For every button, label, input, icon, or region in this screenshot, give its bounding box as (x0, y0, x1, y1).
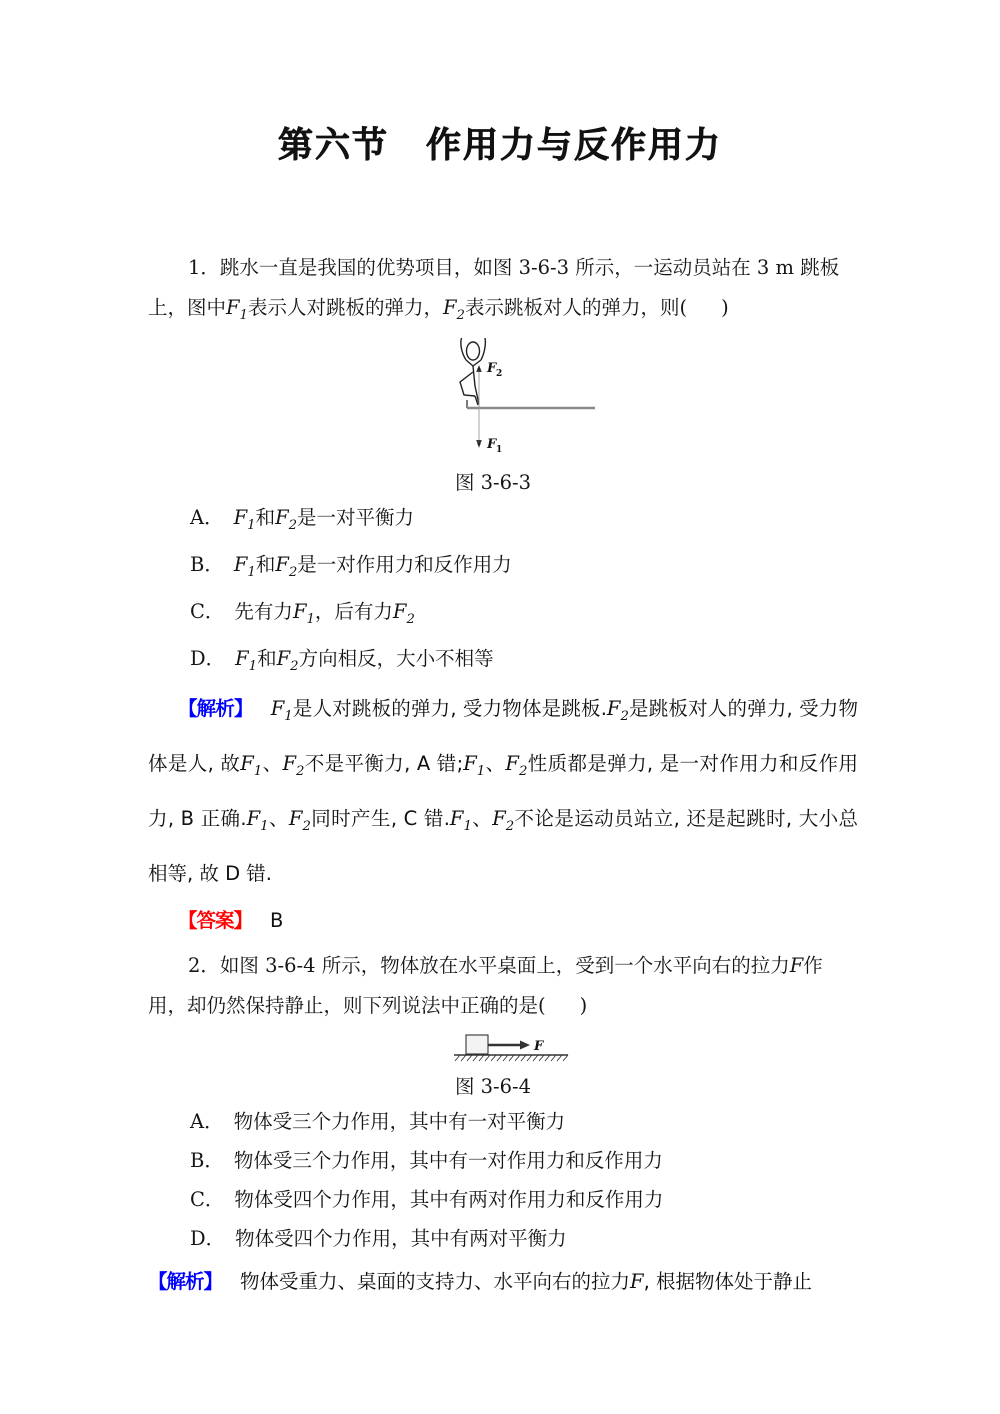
figure-3-6-3-caption: 图 3-6-3 (454, 470, 532, 494)
option-text: 物体受四个力作用，其中有两对作用力和反作用力 (234, 1188, 664, 1212)
stem-text-a: 上，图中 (148, 296, 227, 319)
question-2 (148, 946, 858, 1305)
question-1-option-c: C． 先有力$F_1$，后有力$F_2$ (190, 599, 415, 627)
stem-text-c: 用，却仍然保持静止，则下列说法中正确的是( (148, 994, 546, 1018)
option-var-f2: $F_2$ (275, 552, 298, 580)
option-letter: C． (190, 1188, 225, 1212)
option-letter: C． (190, 599, 225, 623)
diving-board-diagram (444, 338, 624, 468)
stem-text-a: 2．如图 3-6-4 所示，物体放在水平桌面上，受到一个水平向右的拉力 (188, 954, 790, 978)
figure-3-6-4 (148, 1026, 858, 1072)
figure-3-6-3 (148, 336, 858, 468)
stem-var-f2: $F_2$ (443, 296, 465, 323)
analysis-var-f1b: $F_1$ (240, 752, 263, 780)
stem-text-c: 表示跳板对人的弹力，则( (464, 296, 688, 319)
analysis-text-4: 性质都是弹力, 是一对作用力和反作用力, B 正确. (148, 752, 858, 831)
answer-label: 【答案】 (178, 909, 253, 933)
option-var-f2: $F_2$ (275, 505, 298, 533)
question-2-option-d (148, 1219, 858, 1258)
option-var-f2: $F_2$ (276, 646, 299, 674)
analysis-var-f2e: $F_2$ (492, 807, 515, 835)
stem-text-b: 作 (803, 954, 823, 978)
analysis-var-f1e: $F_1$ (449, 807, 472, 835)
analysis-label: 【解析】 (148, 1270, 223, 1294)
question-1-option-b: B． $F_1$和$F_2$是一对作用力和反作用力 (190, 552, 512, 580)
figure-3-6-4-caption: 图 3-6-4 (454, 1075, 532, 1099)
option-var-f1: $F_1$ (235, 646, 258, 674)
svg-text:2: 2 (496, 368, 503, 379)
option-letter: D． (190, 1227, 226, 1251)
document-body (148, 248, 858, 1307)
stem-var-f1: $F_1$ (226, 296, 248, 323)
stem-text-b: 表示人对跳板的弹力， (247, 296, 443, 319)
option-letter: B． (190, 1149, 224, 1173)
option-text: 是一对平衡力 (297, 505, 415, 529)
analysis-var-f2d: $F_2$ (288, 807, 311, 835)
analysis-text-2: 是跳板对人的弹力, 受力物体是人, 故 (148, 697, 858, 776)
svg-text:1: 1 (496, 444, 503, 455)
answer-value: B (270, 909, 284, 933)
option-var-f2: $F_2$ (392, 599, 415, 627)
question-1-analysis: 【解析】 $F_1$是人对跳板的弹力, 受力物体是跳板$.F_2$是跳板对人的弹力, 受力物体是人, 故$F_1$、$F_2$不是平衡力, A 错$;F_1$、$F_2$性质都是弹力, 是一对作用力和反作用力, B 正确$.F_1$、$F_2$同时产生, C 错$.F_1$、$F_2$不论是运动员站立, 还是起跳时, 大小总相等, 故 D 错. (148, 697, 858, 886)
option-text: 先有力 (234, 599, 293, 623)
analysis-text-1: 是人对跳板的弹力, 受力物体是跳板. (292, 697, 607, 721)
page-title: 第六节 作用力与反作用力 (277, 126, 722, 166)
analysis-text-1: 物体受重力、桌面的支持力、水平向右的拉力 (240, 1270, 631, 1294)
question-2-option-c (148, 1180, 858, 1219)
option-letter: D． (190, 646, 226, 670)
figure-label-f1: F (487, 436, 497, 452)
option-var-f1: $F_1$ (292, 599, 315, 627)
question-2-stem-line2 (148, 986, 858, 1026)
analysis-text-2: , 根据物体处于静止 (643, 1270, 812, 1294)
analysis-var-f2b: $F_2$ (282, 752, 305, 780)
question-1-option-a: A． $F_1$和$F_2$是一对平衡力 (190, 505, 415, 533)
question-2-option-b (148, 1141, 858, 1180)
figure-force-label: F (534, 1039, 544, 1055)
option-var-f1: $F_1$ (233, 505, 256, 533)
analysis-var-f1c: $F_1$ (463, 752, 486, 780)
question-1-stem (148, 248, 858, 288)
option-text: 是一对作用力和反作用力 (297, 552, 512, 576)
option-text: 物体受三个力作用，其中有一对平衡力 (233, 1110, 566, 1134)
question-1 (148, 248, 858, 944)
option-text: 物体受三个力作用，其中有一对作用力和反作用力 (233, 1149, 663, 1173)
question-1-stem-line2 (148, 288, 858, 336)
option-text: 方向相反，大小不相等 (298, 646, 494, 670)
option-letter: A． (190, 1110, 224, 1134)
question-1-stem-line1: 1．跳水一直是我国的优势项目，如图 3-6-3 所示，一运动员站在 3 m 跳板 (188, 256, 840, 279)
figure-label-f2: F (487, 360, 497, 376)
question-1-answer-line (148, 897, 858, 944)
stem-text-d: ) (579, 994, 588, 1018)
analysis-var-f2: $F_2$ (606, 697, 629, 725)
option-letter: B． (190, 552, 224, 576)
stem-text-d: ) (721, 296, 729, 319)
analysis-label: 【解析】 (178, 697, 253, 721)
block-on-table-diagram (446, 1030, 596, 1072)
option-letter: A． (190, 505, 224, 529)
option-var-f1: $F_1$ (233, 552, 256, 580)
stem-var-f: F (789, 954, 804, 978)
analysis-text-3: 不是平衡力, A 错; (304, 752, 464, 776)
question-1-option-d: D． $F_1$和$F_2$方向相反，大小不相等 (190, 646, 494, 674)
analysis-var-f2c: $F_2$ (505, 752, 528, 780)
option-text: 物体受四个力作用，其中有两对平衡力 (235, 1227, 567, 1251)
analysis-var-f: F (630, 1270, 644, 1294)
question-2-analysis (148, 1258, 858, 1305)
analysis-var-f1d: $F_1$ (246, 807, 269, 835)
question-2-stem-line1 (148, 946, 858, 986)
analysis-text-6: 不论是运动员站立, 还是起跳时, 大小总相等, 故 D 错. (148, 807, 858, 886)
analysis-var-f1: $F_1$ (270, 697, 293, 725)
analysis-text-5: 同时产生, C 错. (310, 807, 450, 831)
question-2-option-a (148, 1102, 858, 1141)
